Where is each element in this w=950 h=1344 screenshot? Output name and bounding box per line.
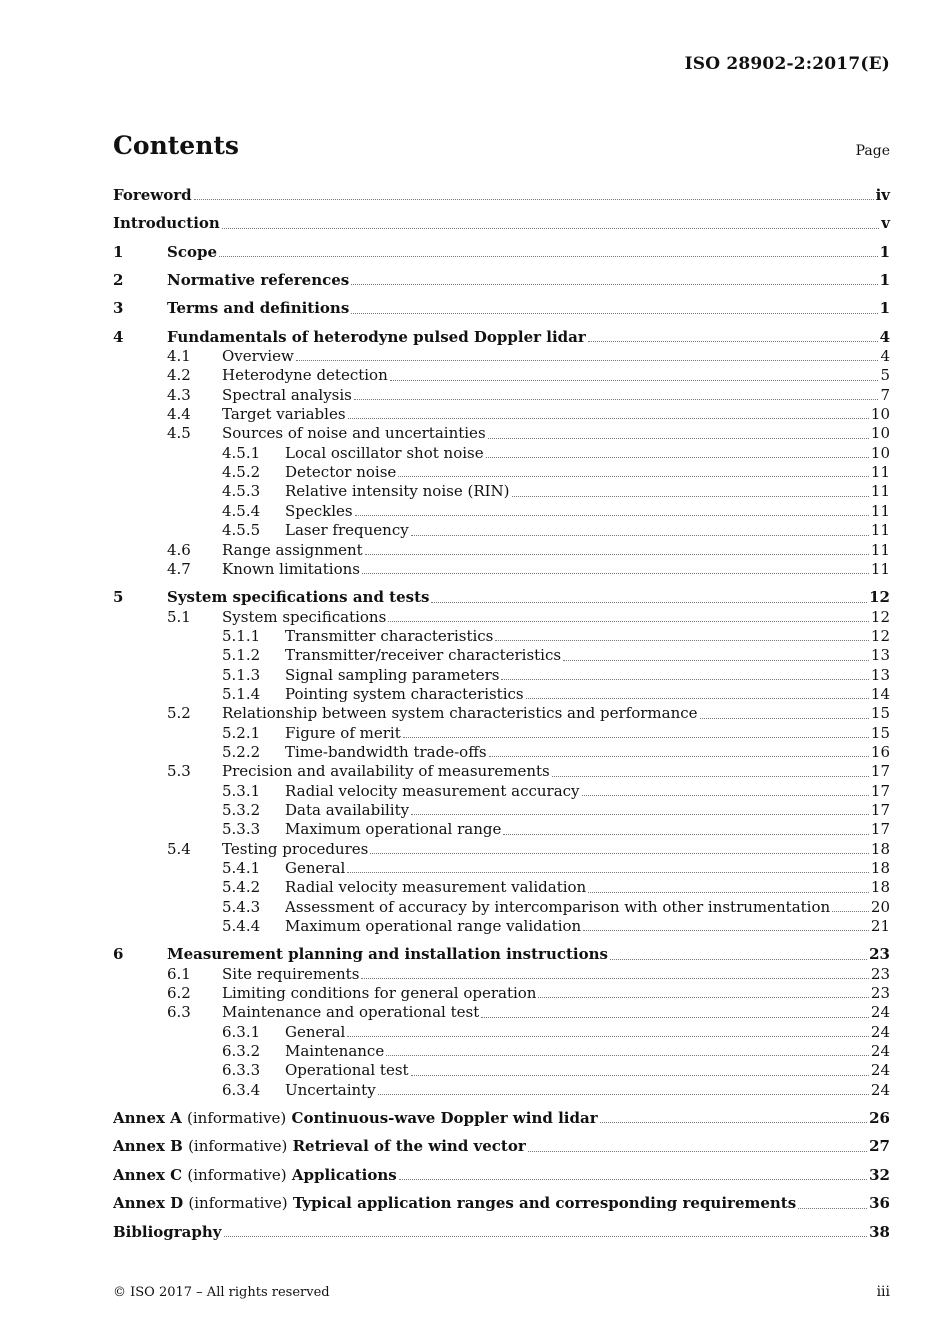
toc-entry-page: 23 (870, 964, 890, 983)
toc-entry-number: 4.5.1 (222, 443, 261, 462)
toc-entry-number: 6.3.2 (222, 1042, 261, 1061)
toc-entry-number: 5.3.3 (222, 820, 261, 839)
toc-entry-title: Maintenance and operational test (222, 1003, 480, 1022)
toc-entry[interactable] (113, 386, 890, 405)
toc-entry-number: 5.1.1 (222, 626, 261, 645)
toc-entry-title: Spectral analysis (222, 385, 352, 404)
toc-entry[interactable] (113, 1137, 890, 1156)
toc-entry-title: Radial velocity measurement accuracy (285, 781, 580, 800)
toc-entry-page: 15 (870, 723, 890, 742)
copyright-notice: © ISO 2017 – All rights reserved (113, 1285, 330, 1300)
dot-leader (481, 1016, 869, 1018)
toc-entry-page: 5 (880, 366, 890, 385)
toc-entry[interactable] (113, 1081, 890, 1100)
toc-entry-page: 13 (870, 646, 890, 665)
toc-entry[interactable] (113, 685, 890, 704)
toc-entry-page: 7 (880, 385, 890, 404)
toc-entry-title: Relationship between system characteristics and performance (222, 704, 698, 723)
dot-leader (512, 495, 869, 497)
toc-entry-title: Relative intensity noise (RIN) (285, 482, 510, 501)
toc-entry-page: 1 (879, 299, 890, 318)
annex-label: Annex B (113, 1137, 183, 1156)
toc-entry-title: Transmitter/receiver characteristics (285, 646, 562, 665)
toc-entry-number: 4.5 (167, 424, 191, 443)
toc-entry-page: 4 (879, 327, 890, 346)
toc-entry-title: General (285, 1022, 346, 1041)
toc-entry-number: 5.4.2 (222, 878, 261, 897)
toc-entry[interactable] (113, 366, 890, 385)
toc-entry-page: 11 (870, 521, 890, 540)
toc-entry-page: 38 (869, 1222, 890, 1241)
toc-entry[interactable] (113, 646, 890, 665)
toc-entry-number: 5.1.3 (222, 665, 261, 684)
toc-entry-title: Known limitations (222, 559, 360, 578)
toc-entry-title: Radial velocity measurement validation (285, 878, 587, 897)
toc-entry[interactable] (113, 186, 890, 205)
dot-leader (399, 1178, 867, 1180)
toc-entry-number: 4.2 (167, 366, 191, 385)
annex-type: (informative) (187, 1109, 287, 1128)
toc-entry-number: 4.3 (167, 385, 191, 404)
annex-type: (informative) (188, 1137, 288, 1156)
toc-entry-page: 12 (870, 607, 890, 626)
dot-leader (351, 312, 877, 314)
toc-entry-page: 15 (870, 704, 890, 723)
annex-title: Continuous-wave Doppler wind lidar (291, 1109, 598, 1128)
dot-leader (486, 456, 869, 458)
toc-entry-number: 1 (113, 242, 124, 261)
toc-entry-title: Laser frequency (285, 521, 409, 540)
toc-entry[interactable] (113, 945, 890, 964)
dot-leader (411, 1074, 869, 1076)
toc-entry-page: 18 (870, 839, 890, 858)
toc-entry[interactable] (113, 482, 890, 501)
toc-entry-page: 16 (870, 742, 890, 761)
toc-entry[interactable] (113, 243, 890, 262)
toc-entry[interactable] (113, 704, 890, 723)
dot-leader (538, 996, 868, 998)
toc-entry-title (113, 1109, 598, 1128)
toc-entry-title (113, 1166, 397, 1185)
toc-entry[interactable] (113, 299, 890, 318)
dot-leader (378, 1093, 869, 1095)
toc-entry-page: 1 (879, 242, 890, 261)
dot-leader (798, 1207, 867, 1209)
toc-entry-page: 21 (870, 917, 890, 936)
toc-entry-title: Measurement planning and installation instructions (167, 945, 608, 964)
toc-entry[interactable] (113, 1003, 890, 1022)
dot-leader (398, 475, 869, 477)
toc-entry[interactable] (113, 1194, 890, 1213)
dot-leader (563, 659, 869, 661)
toc-entry-number: 3 (113, 299, 124, 318)
dot-leader (361, 977, 869, 979)
toc-entry-title: Assessment of accuracy by intercomparison with other instrumentation (285, 897, 831, 916)
page-column-label: Page (855, 143, 890, 159)
dot-leader (411, 534, 869, 536)
toc-entry[interactable] (113, 541, 890, 560)
toc-entry[interactable] (113, 424, 890, 443)
toc-entry-page: 13 (870, 665, 890, 684)
toc-entry-page: 11 (870, 559, 890, 578)
toc-entry[interactable] (113, 782, 890, 801)
toc-entry[interactable] (113, 820, 890, 839)
dot-leader (588, 891, 869, 893)
toc-entry-number: 5.4.1 (222, 859, 261, 877)
dot-leader (296, 359, 879, 361)
dot-leader (390, 379, 879, 381)
toc-entry[interactable] (113, 1061, 890, 1080)
dot-leader (600, 1121, 868, 1123)
toc-entry-page: 24 (870, 1003, 890, 1022)
toc-entry-title: Heterodyne detection (222, 366, 388, 385)
toc-entry-page: v (881, 214, 890, 233)
toc-entry[interactable] (113, 405, 890, 424)
toc-entry-number: 2 (113, 271, 124, 290)
annex-label: Annex A (113, 1109, 182, 1128)
toc-entry-title: Range assignment (222, 540, 363, 559)
toc-entry-title: Limiting conditions for general operation (222, 984, 537, 1003)
toc-entry-page: 18 (870, 878, 890, 897)
toc-entry[interactable] (113, 560, 890, 579)
toc-entry-number: 4.1 (167, 347, 191, 366)
toc-entry-number: 5.2 (167, 704, 191, 723)
toc-entry-title: Speckles (285, 501, 353, 520)
toc-entry-page: 17 (870, 800, 890, 819)
dot-leader (495, 639, 869, 641)
toc-entry-page: 11 (870, 501, 890, 520)
toc-entry-number: 4.5.3 (222, 482, 261, 501)
toc-entry-number: 5.3.2 (222, 800, 261, 819)
dot-leader (347, 871, 869, 873)
dot-leader (224, 1235, 868, 1237)
toc-entry-page: 10 (870, 405, 890, 424)
toc-entry[interactable] (113, 521, 890, 540)
toc-entry[interactable] (113, 502, 890, 521)
table-of-contents (113, 186, 890, 1242)
toc-entry-title: System specifications and tests (167, 588, 430, 607)
toc-entry[interactable] (113, 743, 890, 762)
toc-entry-number: 6.2 (167, 984, 191, 1003)
dot-leader (488, 437, 869, 439)
toc-entry-title: Maintenance (285, 1042, 385, 1061)
dot-leader (501, 678, 868, 680)
toc-entry-title: Uncertainty (285, 1080, 376, 1099)
toc-entry-title: Pointing system characteristics (285, 684, 524, 703)
toc-entry-title: System specifications (222, 607, 387, 626)
dot-leader (832, 910, 869, 912)
toc-entry-number: 4.5.5 (222, 521, 261, 540)
toc-entry-title: Sources of noise and uncertainties (222, 424, 486, 443)
dot-leader (610, 958, 867, 960)
toc-entry-page: 24 (870, 1042, 890, 1061)
dot-leader (528, 1150, 867, 1152)
dot-leader (355, 514, 869, 516)
toc-entry-number: 5.4 (167, 839, 191, 858)
toc-entry-page: 23 (870, 984, 890, 1003)
dot-leader (489, 755, 869, 757)
toc-entry-number: 6.3.3 (222, 1061, 261, 1080)
toc-entry-number: 6.1 (167, 964, 191, 983)
dot-leader (370, 852, 869, 854)
toc-entry[interactable] (113, 984, 890, 1003)
toc-entry-title (113, 1194, 796, 1213)
toc-entry-title: Terms and definitions (167, 299, 350, 318)
document-identifier: ISO 28902-2:2017(E) (684, 54, 890, 74)
dot-leader (552, 775, 869, 777)
toc-entry-title: Figure of merit (285, 723, 401, 742)
annex-type: (informative) (187, 1165, 287, 1184)
toc-entry-page: 17 (870, 820, 890, 839)
toc-entry-number: 5 (113, 588, 124, 607)
toc-entry-number: 4.4 (167, 405, 191, 424)
dot-leader (700, 717, 869, 719)
dot-leader (222, 227, 879, 229)
dot-leader (431, 601, 867, 603)
toc-entry-number: 4.5.2 (222, 463, 261, 482)
toc-entry[interactable] (113, 878, 890, 897)
toc-entry-page: 11 (870, 463, 890, 482)
toc-entry-title: Bibliography (113, 1222, 222, 1241)
toc-entry-number: 5.4.4 (222, 917, 261, 936)
toc-entry-number: 5.1.2 (222, 646, 261, 665)
page-number: iii (876, 1284, 890, 1300)
toc-entry-page: 11 (870, 482, 890, 501)
toc-entry-page: 18 (870, 859, 890, 877)
toc-entry-title: Maximum operational range validation (285, 917, 582, 936)
dot-leader (582, 794, 869, 796)
toc-entry-page: 12 (870, 626, 890, 645)
toc-entry-number: 5.1 (167, 607, 191, 626)
toc-entry[interactable] (113, 627, 890, 646)
toc-entry-page: 4 (880, 347, 890, 366)
toc-entry[interactable] (113, 588, 890, 607)
toc-entry-page: 23 (869, 945, 890, 964)
annex-title: Retrieval of the wind vector (292, 1137, 526, 1156)
toc-entry-page: 17 (870, 781, 890, 800)
toc-entry-title: Normative references (167, 271, 350, 290)
toc-entry-page: 24 (870, 1061, 890, 1080)
dot-leader (194, 198, 874, 200)
toc-entry[interactable] (113, 724, 890, 743)
annex-title: Applications (291, 1165, 397, 1184)
toc-entry-title: Maximum operational range (285, 820, 502, 839)
toc-entry-page: 11 (870, 540, 890, 559)
toc-entry-number: 5.3.1 (222, 781, 261, 800)
dot-leader (354, 398, 879, 400)
toc-entry-page: 24 (870, 1022, 890, 1041)
toc-entry[interactable] (113, 444, 890, 463)
toc-entry[interactable] (113, 801, 890, 820)
toc-entry[interactable] (113, 1109, 890, 1128)
toc-entry-page: 14 (870, 684, 890, 703)
toc-entry-page: 10 (870, 443, 890, 462)
toc-entry-number: 6.3.1 (222, 1022, 261, 1041)
toc-entry[interactable] (113, 917, 890, 936)
toc-entry[interactable] (113, 840, 890, 859)
dot-leader (583, 929, 869, 931)
toc-entry[interactable] (113, 608, 890, 627)
toc-entry-number: 5.3 (167, 762, 191, 781)
toc-entry[interactable] (113, 271, 890, 290)
annex-title: Typical application ranges and corresponding requirements (292, 1194, 797, 1213)
toc-entry-page: 32 (869, 1165, 890, 1184)
toc-entry[interactable] (113, 347, 890, 366)
toc-entry-title: Fundamentals of heterodyne pulsed Doppler lidar (167, 327, 586, 346)
toc-entry-page: 24 (870, 1080, 890, 1099)
toc-entry-title: Scope (167, 242, 218, 261)
toc-entry-page: 27 (869, 1137, 890, 1156)
toc-entry[interactable] (113, 328, 890, 347)
toc-entry-title: Data availability (285, 800, 410, 819)
toc-entry-page: 12 (869, 588, 890, 607)
dot-leader (362, 572, 869, 574)
toc-entry-number: 4.5.4 (222, 501, 261, 520)
toc-entry-title (113, 1137, 526, 1156)
toc-entry-title: Overview (222, 347, 294, 366)
toc-entry-title: Introduction (113, 214, 220, 233)
toc-entry[interactable] (113, 1166, 890, 1185)
dot-leader (588, 340, 878, 342)
toc-entry-number: 5.1.4 (222, 684, 261, 703)
toc-entry-number: 6.3 (167, 1003, 191, 1022)
toc-entry[interactable] (113, 1042, 890, 1061)
toc-entry-number: 4 (113, 327, 124, 346)
dot-leader (403, 736, 869, 738)
toc-entry-title: Target variables (222, 405, 346, 424)
toc-entry-title: Site requirements (222, 964, 360, 983)
dot-leader (219, 255, 878, 257)
toc-entry-title: Local oscillator shot noise (285, 443, 484, 462)
dot-leader (388, 620, 869, 622)
toc-entry-title: Detector noise (285, 463, 397, 482)
page-title: Contents (113, 131, 240, 160)
toc-entry-title: General (285, 859, 346, 877)
toc-entry-number: 5.2.1 (222, 723, 261, 742)
dot-leader (365, 553, 869, 555)
toc-entry-number: 4.6 (167, 540, 191, 559)
toc-entry-page: 1 (879, 271, 890, 290)
dot-leader (503, 833, 869, 835)
toc-entry-number: 5.4.3 (222, 897, 261, 916)
dot-leader (351, 283, 877, 285)
toc-entry-number: 5.2.2 (222, 742, 261, 761)
toc-entry[interactable] (113, 1223, 890, 1242)
toc-entry-title: Operational test (285, 1061, 409, 1080)
toc-entry-number: 4.7 (167, 559, 191, 578)
dot-leader (386, 1054, 869, 1056)
toc-entry-page: 20 (870, 897, 890, 916)
toc-entry[interactable] (113, 965, 890, 984)
toc-entry[interactable] (113, 762, 890, 781)
toc-entry-title: Precision and availability of measurements (222, 762, 550, 781)
toc-entry[interactable] (113, 859, 890, 878)
toc-entry-number: 6 (113, 945, 124, 964)
toc-entry[interactable] (113, 666, 890, 685)
toc-entry-page: 36 (869, 1194, 890, 1213)
toc-entry[interactable] (113, 898, 890, 917)
toc-entry-title: Testing procedures (222, 839, 369, 858)
toc-entry-page: 17 (870, 762, 890, 781)
toc-entry-title: Signal sampling parameters (285, 665, 500, 684)
toc-entry-title: Foreword (113, 186, 192, 204)
toc-entry-page: iv (875, 186, 890, 204)
toc-entry[interactable] (113, 1023, 890, 1042)
toc-entry-title: Transmitter characteristics (285, 626, 494, 645)
annex-type: (informative) (188, 1194, 288, 1213)
dot-leader (347, 1035, 869, 1037)
annex-label: Annex C (113, 1165, 183, 1184)
toc-entry[interactable] (113, 463, 890, 482)
dot-leader (411, 813, 869, 815)
annex-label: Annex D (113, 1194, 184, 1213)
toc-entry[interactable] (113, 214, 890, 233)
dot-leader (348, 417, 869, 419)
toc-entry-number: 6.3.4 (222, 1080, 261, 1099)
toc-entry-page: 26 (869, 1109, 890, 1128)
toc-entry-page: 10 (870, 424, 890, 443)
toc-entry-title: Time-bandwidth trade-offs (285, 742, 487, 761)
dot-leader (526, 697, 869, 699)
